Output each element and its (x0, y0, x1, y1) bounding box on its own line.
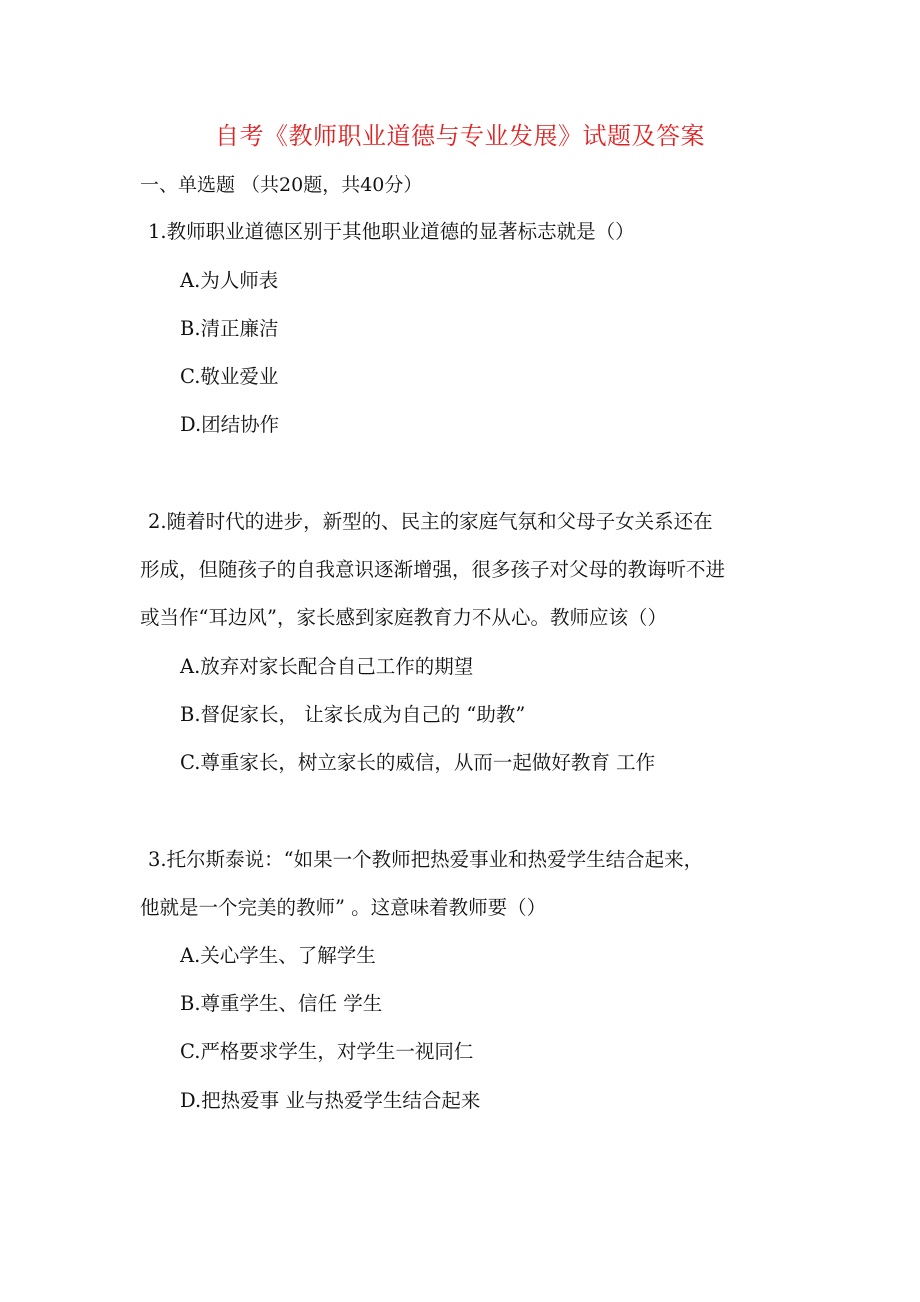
question-3-option-c: C.严格要求学生，对学生一视同仁 (180, 1040, 474, 1063)
question-1-option-d: D.团结协作 (180, 413, 280, 436)
question-3-text-line-2: 他就是一个完美的教师” 。这意味着教师要（） (140, 896, 547, 919)
document-title: 自考《教师职业道德与专业发展》试题及答案 (215, 122, 705, 150)
question-1-option-c: C.敬业爱业 (180, 365, 279, 388)
question-3-option-b: B.尊重学生、信任 学生 (180, 992, 383, 1015)
question-3-option-a: A.关心学生、了解学生 (180, 944, 376, 967)
question-3-option-d: D.把热爱事 业与热爱学生结合起来 (180, 1089, 481, 1112)
question-1-option-a: A.为人师表 (180, 269, 279, 292)
question-3-text-line-1: 3.托尔斯泰说：“如果一个教师把热爱事业和热爱学生结合起来， (148, 848, 704, 871)
question-2-option-b: B.督促家长， 让家长成为自己的 “助教” (180, 703, 526, 726)
question-1-text: 1.教师职业道德区别于其他职业道德的显著标志就是（） (148, 220, 635, 243)
question-2-text-line-1: 2.随着时代的进步，新型的、民主的家庭气氛和父母子女关系还在 (148, 510, 713, 533)
question-1-option-b: B.清正廉洁 (180, 317, 279, 340)
question-2-option-c: C.尊重家长，树立家长的威信，从而一起做好教育 工作 (180, 751, 656, 774)
question-2-text-line-2: 形成，但随孩子的自我意识逐渐增强，很多孩子对父母的教诲听不进 (140, 558, 726, 581)
question-2-option-a: A.放弃对家长配合自己工作的期望 (180, 655, 474, 678)
question-2-text-line-3: 或当作“耳边风”，家长感到家庭教育力不从心。教师应该（） (140, 606, 667, 629)
section-heading: 一、单选题 （共20题，共40分） (140, 174, 423, 196)
